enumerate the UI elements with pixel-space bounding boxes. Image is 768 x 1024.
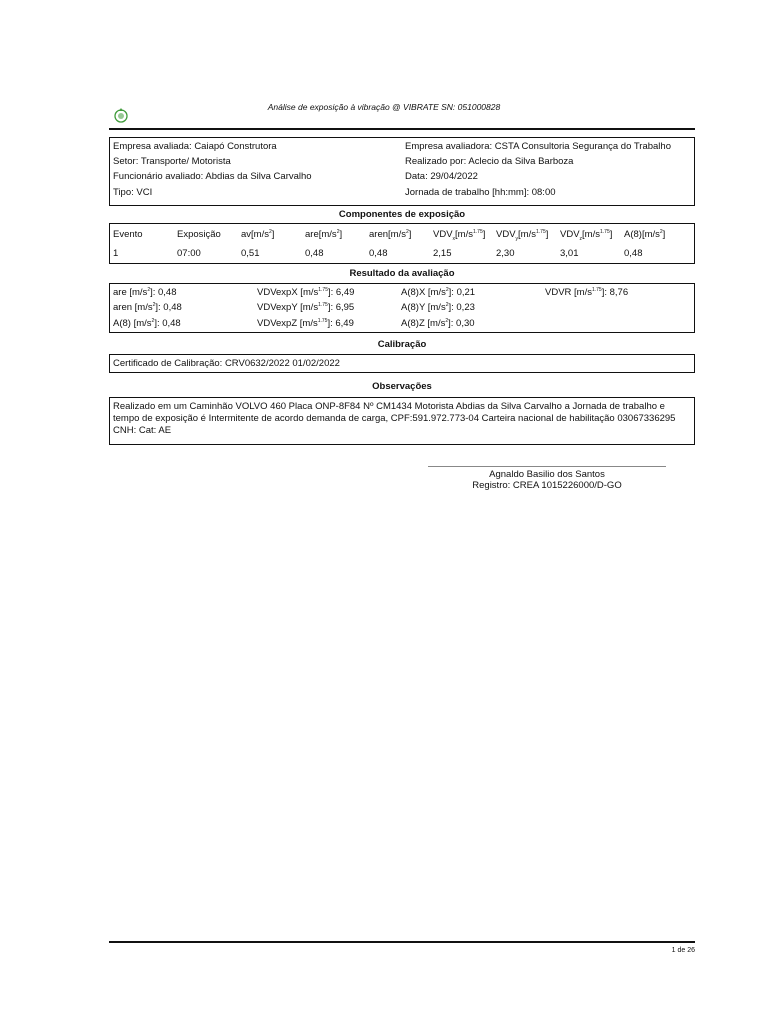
signature-registro: Registro: CREA 1015226000/D-GO bbox=[472, 480, 622, 491]
company-logo-icon bbox=[113, 107, 129, 123]
results-box bbox=[109, 283, 695, 333]
calibration-certificate: Certificado de Calibração: CRV0632/2022 01/02/2022 bbox=[113, 358, 340, 369]
col-header-vdvz: $VDV_z[m/s^{1.75}]$ bbox=[560, 228, 613, 242]
cell-are: 0,48 bbox=[305, 248, 324, 259]
cell-a8: 0,48 bbox=[624, 248, 643, 259]
result-a8z: A(8)Z $[m/s^2]$: 0,30 bbox=[401, 317, 475, 329]
calibration-box bbox=[109, 354, 695, 373]
document-title: Análise de exposição à vibração @ VIBRATE SN: 051000828 bbox=[267, 102, 501, 112]
cell-vdvz: 3,01 bbox=[560, 248, 579, 259]
col-header-exposicao: Exposição bbox=[177, 229, 221, 240]
result-aren: aren $[m/s^2]$: 0,48 bbox=[113, 301, 182, 313]
signature-line bbox=[428, 466, 666, 467]
info-box bbox=[109, 137, 695, 206]
col-header-av: $av[m/s^2]$ bbox=[241, 228, 275, 240]
result-vdvexpz: VDVexpZ $[m/s^{1.75}]$: 6,49 bbox=[257, 317, 354, 329]
setor: Setor: Transporte/ Motorista bbox=[113, 156, 231, 167]
funcionario-avaliado: Funcionário avaliado: Abdias da Silva Carvalho bbox=[113, 171, 312, 182]
section-title-observacoes: Observações bbox=[372, 381, 432, 392]
section-title-calibracao: Calibração bbox=[377, 339, 427, 350]
col-header-a8: $A(8)[m/s^2]$ bbox=[624, 228, 666, 240]
cell-exposicao: 07:00 bbox=[177, 248, 201, 259]
col-header-vdvx: $VDV_x[m/s^{1.75}]$ bbox=[433, 228, 486, 242]
section-title-componentes: Componentes de exposição bbox=[338, 209, 466, 220]
data: Data: 29/04/2022 bbox=[405, 171, 478, 182]
empresa-avaliadora: Empresa avaliadora: CSTA Consultoria Segurança do Trabalho bbox=[405, 141, 671, 152]
col-header-aren: $aren[m/s^2]$ bbox=[369, 228, 412, 240]
components-table bbox=[109, 223, 695, 264]
observation-line-1: Realizado em um Caminhão VOLVO 460 Placa ONP-8F84 Nº CM1434 Motorista Abdias da Silva Carvalho a Jornada de trabalho e bbox=[113, 401, 665, 412]
empresa-avaliada: Empresa avaliada: Caiapó Construtora bbox=[113, 141, 277, 152]
result-vdvr: VDVR $[m/s^{1.75}]$: 8,76 bbox=[545, 286, 629, 298]
footer-rule bbox=[109, 941, 695, 943]
cell-vdvy: 2,30 bbox=[496, 248, 515, 259]
observations-box bbox=[109, 397, 695, 445]
cell-aren: 0,48 bbox=[369, 248, 388, 259]
result-a8x: A(8)X $[m/s^2]$: 0,21 bbox=[401, 286, 476, 298]
observation-line-3: CNH: Cat: AE bbox=[113, 425, 172, 436]
page-number: 1 de 26 bbox=[671, 947, 695, 954]
col-header-vdvy: $VDV_y[m/s^{1.75}]$ bbox=[496, 228, 549, 242]
result-a8y: A(8)Y $[m/s^2]$: 0,23 bbox=[401, 301, 475, 313]
jornada-trabalho: Jornada de trabalho [hh:mm]: 08:00 bbox=[405, 187, 556, 198]
header-rule bbox=[109, 128, 695, 130]
result-are: are $[m/s^2]$: 0,48 bbox=[113, 286, 177, 298]
realizado-por: Realizado por: Aclecio da Silva Barboza bbox=[405, 156, 574, 167]
observation-line-2: tempo de exposição é Intermitente de acordo demanda de carga, CPF:591.972.773-04 Carteira nacional de habilitação 03067336295 bbox=[113, 413, 676, 424]
col-header-evento: Evento bbox=[113, 229, 143, 240]
cell-av: 0,51 bbox=[241, 248, 260, 259]
cell-vdvx: 2,15 bbox=[433, 248, 452, 259]
tipo: Tipo: VCI bbox=[113, 187, 153, 198]
section-title-resultado: Resultado da avaliação bbox=[349, 268, 455, 279]
result-a8: A(8) $[m/s^2]$: 0,48 bbox=[113, 317, 181, 329]
result-vdvexpy: VDVexpY $[m/s^{1.75}]$: 6,95 bbox=[257, 301, 355, 313]
signature-name: Agnaldo Basilio dos Santos bbox=[489, 469, 605, 480]
col-header-are: $are[m/s^2]$ bbox=[305, 228, 343, 240]
result-vdvexpx: VDVexpX $[m/s^{1.75}]$: 6,49 bbox=[257, 286, 355, 298]
cell-evento: 1 bbox=[113, 248, 119, 259]
